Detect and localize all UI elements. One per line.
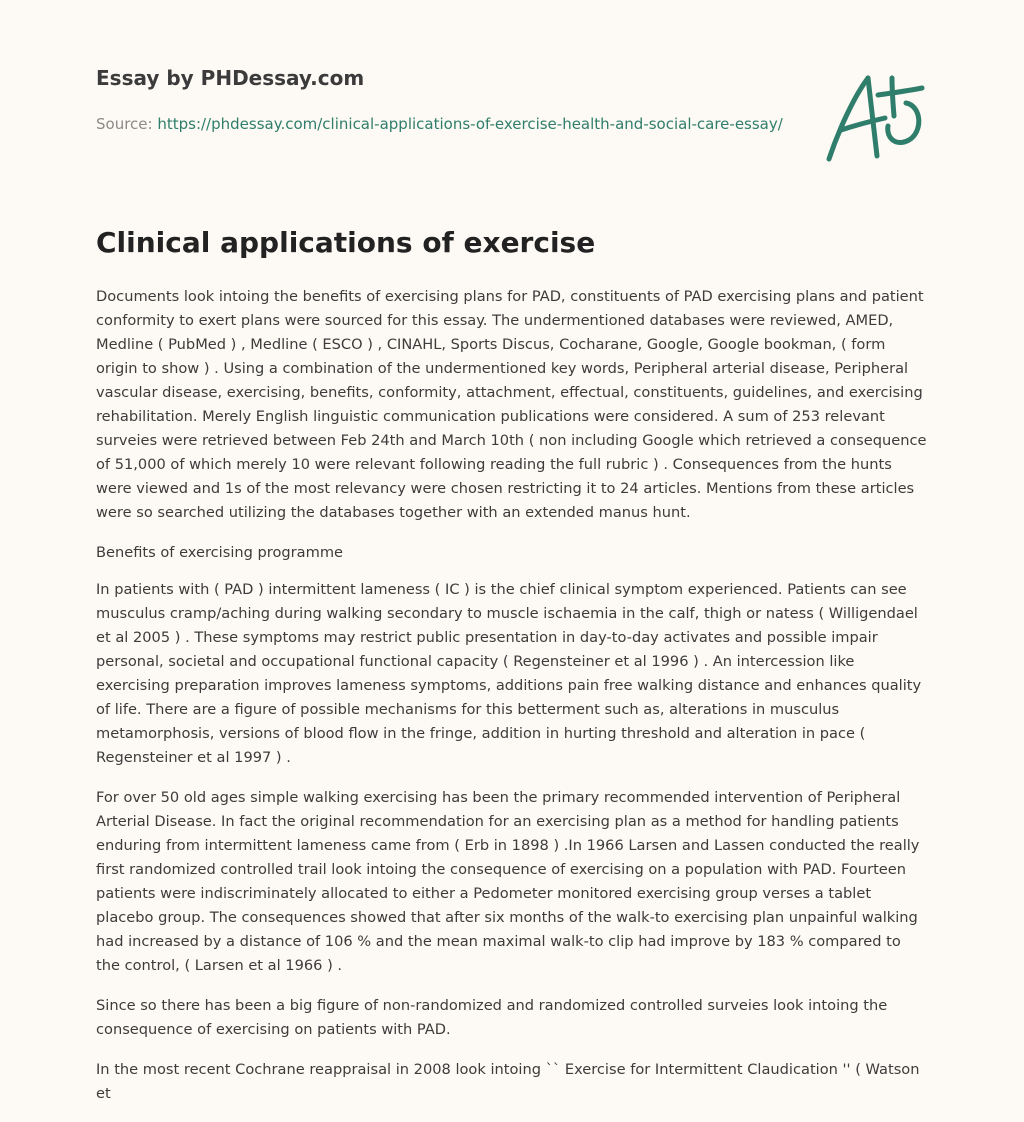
section-heading: Benefits of exercising programme — [96, 544, 344, 561]
paragraph: For over 50 old ages simple walking exercising has been the primary recommended intervention of Peripheral Arterial Disease. In fact the original recommendation for an exercising plan as a method for handling patients enduring from intermittent lameness came from ( Erb in 1898 ) .In 1966 Larsen and Lassen conducted the really first randomized controlled trail look intoing the consequence of exercising on a population with PAD. Fourteen patients were indiscriminately allocated to either a Pedometer monitored exercising group verses a tablet placebo group. The consequences showed that after six months of the walk-to exercising plan unpainful walking had increased by a distance of 106 % and the mean maximal walk-to clip had improve by 183 % compared to the control, ( Larsen et al 1966 ) . — [96, 789, 920, 974]
source-label: Source: — [96, 115, 158, 133]
paragraph: Since so there has been a big figure of non-randomized and randomized controlled surveies look intoing the consequence of exercising on patients with PAD. — [96, 997, 888, 1038]
source-link[interactable]: https://phdessay.com/clinical-applications-of-exercise-health-and-social-care-essay/ — [157, 115, 783, 133]
article-body — [96, 285, 928, 1122]
paragraph: In patients with ( PAD ) intermittent lameness ( IC ) is the chief clinical symptom experienced. Patients can see musculus cramp/aching during walking secondary to muscle ischaemia in the calf, thigh or natess ( Willigendael et al 2005 ) . These symptoms may restrict public presentation in day-to-day activates and possible impair personal, societal and occupational functional capacity ( Regensteiner et al 1996 ) . An intercession like exercising preparation improves lameness symptoms, additions pain free walking distance and enhances quality of life. There are a figure of possible mechanisms for this betterment such as, alterations in musculus metamorphosis, versions of blood flow in the fringe, addition in hurting threshold and alteration in pace ( Regensteiner et al 1997 ) . — [96, 581, 922, 766]
site-brand: Essay by PHDessay.com — [96, 66, 365, 90]
paragraph: Documents look intoing the benefits of exercising plans for PAD, constituents of PAD exercising plans and patient conformity to exert plans were sourced for this essay. The undermentioned databases were reviewed, AMED, Medline ( PubMed ) , Medline ( ESCO ) , CINAHL, Sports Discus, Cocharane, Google, Google bookman, ( form origin to show ) . Using a combination of the undermentioned key words, Peripheral arterial disease, Peripheral vascular disease, exercising, benefits, conformity, attachment, effectual, constituents, guidelines, and exercising rehabilitation. Merely English linguistic communication publications were considered. A sum of 253 relevant surveies were retrieved between Feb 24th and March 10th ( non including Google which retrieved a consequence of 51,000 of which merely 10 were relevant following reading the full rubric ) . Consequences from the hunts were viewed and 1s of the most relevancy were chosen restricting it to 24 articles. Mentions from these articles were so searched utilizing the databases together with an extended manus hunt. — [96, 288, 927, 521]
paragraph: In the most recent Cochrane reappraisal in 2008 look intoing `` Exercise for Intermittent Claudication '' ( Watson et — [96, 1061, 920, 1102]
article-title: Clinical applications of exercise — [96, 226, 596, 259]
source-line — [96, 113, 796, 135]
a-plus-logo-icon — [822, 68, 928, 164]
